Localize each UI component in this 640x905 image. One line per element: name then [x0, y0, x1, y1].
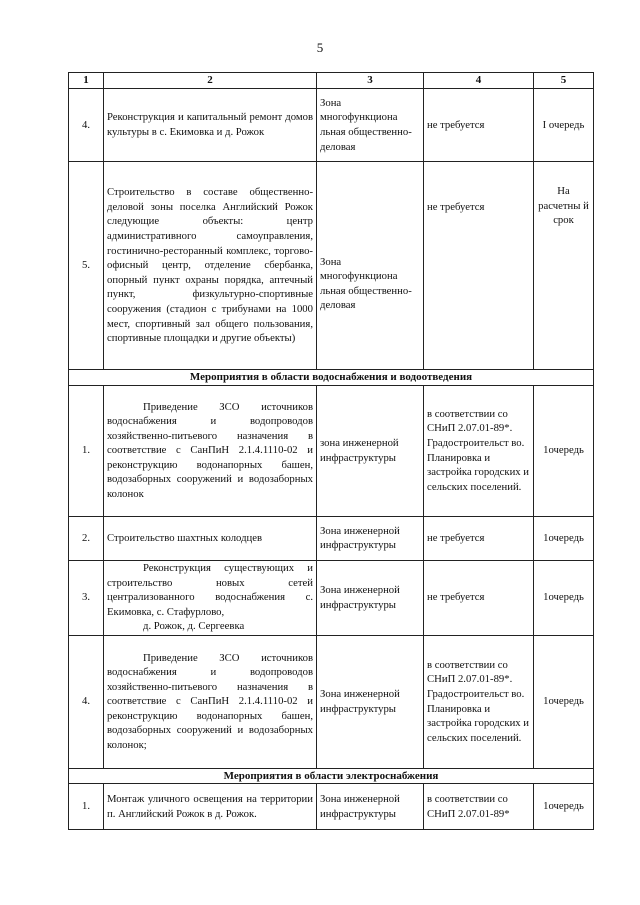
row-stage: 1очередь: [534, 385, 594, 516]
row-description: Приведение ЗСО источников водоснабжения и водопроводов хозяйственно-питьевого назначения в соответствие с СанПиН 2.1.4.1110-02 и реконструкцию водонапорных башен, водозаборных сооружений и водозаборных колонок;: [104, 635, 317, 768]
row-stage: I очередь: [534, 89, 594, 162]
row-stage: 1очередь: [534, 784, 594, 830]
row-zone: Зона инженерной инфраструктуры: [317, 516, 424, 560]
header-col-4: 4: [424, 73, 534, 89]
row-stage: 1очередь: [534, 560, 594, 635]
row-number: 4.: [69, 635, 104, 768]
row-number: 4.: [69, 89, 104, 162]
section-title: Мероприятия в области водоснабжения и водоотведения: [69, 370, 594, 386]
row-description: Строительство шахтных колодцев: [104, 516, 317, 560]
page-number: 5: [316, 40, 324, 55]
header-col-3: 3: [317, 73, 424, 89]
row-number: 1.: [69, 385, 104, 516]
header-col-5: 5: [534, 73, 594, 89]
table-row: [69, 516, 594, 560]
row-number: 2.: [69, 516, 104, 560]
row-stage: 1очередь: [534, 635, 594, 768]
row-zone: Зона инженерной инфраструктуры: [317, 560, 424, 635]
section-header-electricity: [69, 768, 594, 784]
row-description: Строительство в составе общественно-деловой зоны поселка Английский Рожок следующие объекты: центр административного самоуправления, гостинично-ресторанный комплекс, торгово-офисный центр, отделение сбербанка, опорный пункт охраны порядка, аптечный пункт, физкультурно-спортивные сооружения (стадион с трибунами на 1000 мест, спортивный зал общего пользования, спортивные площадки и другие объекты): [104, 162, 317, 370]
row-requirement: не требуется: [424, 162, 534, 370]
row-requirement: не требуется: [424, 89, 534, 162]
header-col-2: 2: [104, 73, 317, 89]
table-row: [69, 385, 594, 516]
table-row: [69, 635, 594, 768]
row-zone: зона инженерной инфраструктуры: [317, 385, 424, 516]
header-col-1: 1: [69, 73, 104, 89]
row-zone: Зона инженерной инфраструктуры: [317, 635, 424, 768]
measures-table: [68, 72, 594, 830]
row-description: Монтаж уличного освещения на территории п. Английский Рожок в д. Рожок.: [104, 784, 317, 830]
row-requirement: в соответствии со СНиП 2.07.01-89*: [424, 784, 534, 830]
row-stage: На расчетны й срок: [534, 162, 594, 370]
table-row: [69, 560, 594, 635]
row-number: 1.: [69, 784, 104, 830]
table-row: [69, 89, 594, 162]
row-zone: Зона многофункциона льная общественно-деловая: [317, 162, 424, 370]
section-title: Мероприятия в области электроснабжения: [69, 768, 594, 784]
section-header-water: [69, 370, 594, 386]
row-number: 3.: [69, 560, 104, 635]
row-description: Приведение ЗСО источников водоснабжения и водопроводов хозяйственно-питьевого назначения в соответствие с СанПиН 2.1.4.1110-02 и реконструкцию водонапорных башен, водозаборных сооружений и водозаборных колонок: [104, 385, 317, 516]
row-requirement: не требуется: [424, 516, 534, 560]
row-description: Реконструкция и капитальный ремонт домов культуры в с. Екимовка и д. Рожок: [104, 89, 317, 162]
row-number: 5.: [69, 162, 104, 370]
row-requirement: не требуется: [424, 560, 534, 635]
row-requirement: в соответствии со СНиП 2.07.01-89*. Градостроительст во. Планировка и застройка городских и сельских поселений.: [424, 635, 534, 768]
row-requirement: в соответствии со СНиП 2.07.01-89*. Градостроительст во. Планировка и застройка городских и сельских поселений.: [424, 385, 534, 516]
header-row: [69, 73, 594, 89]
row-description: Реконструкция существующих и строительство новых сетей централизованного водоснабжения с. Екимовка, с. Стафурлово, д. Рожок, д. Сергеевка: [104, 560, 317, 635]
table-row: [69, 162, 594, 370]
row-zone: Зона инженерной инфраструктуры: [317, 784, 424, 830]
row-stage: 1очередь: [534, 516, 594, 560]
table-row: [69, 784, 594, 830]
row-zone: Зона многофункциона льная общественно-деловая: [317, 89, 424, 162]
